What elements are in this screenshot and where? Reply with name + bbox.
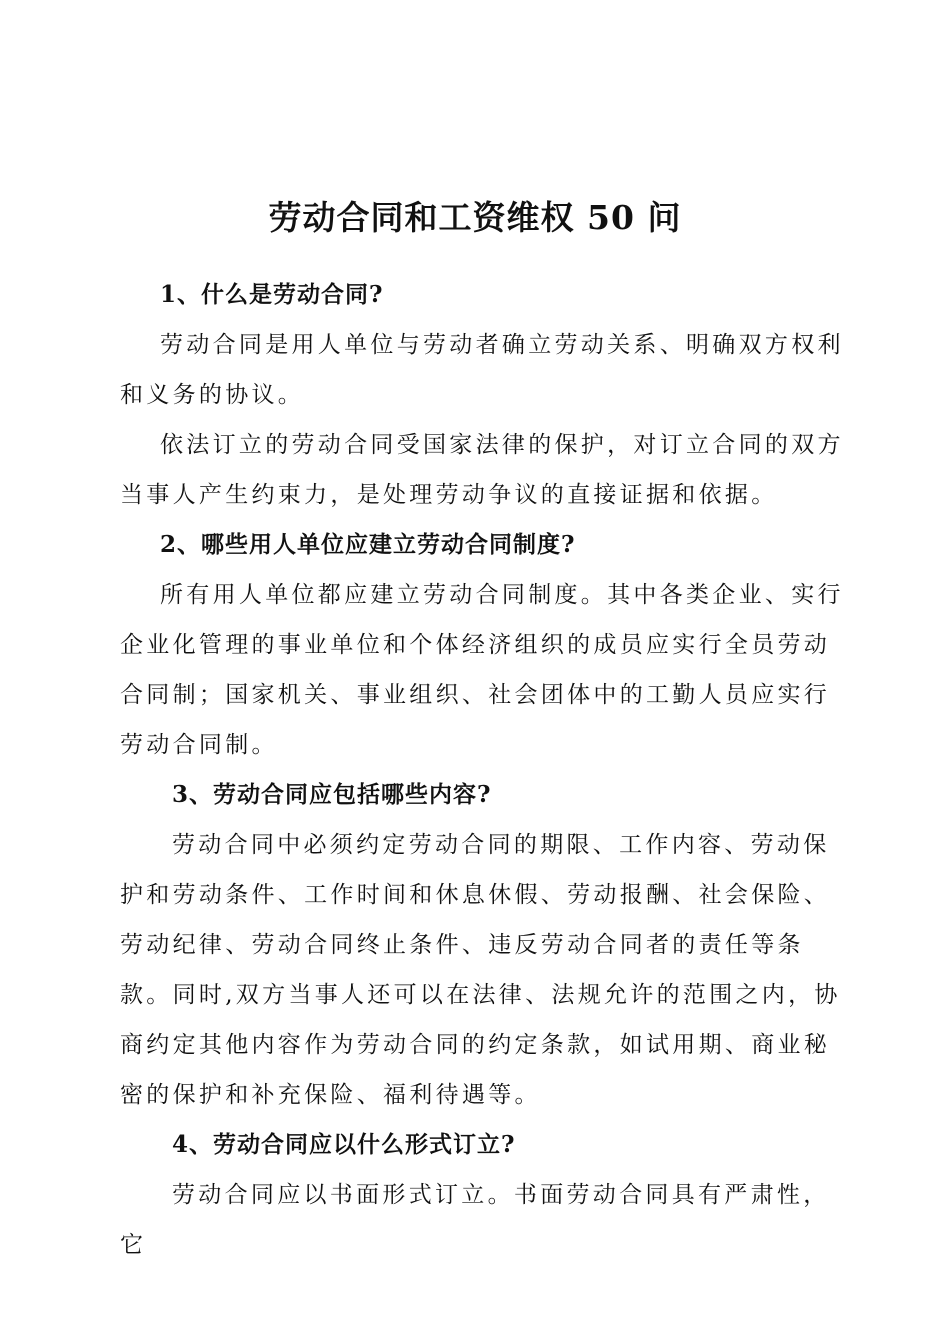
- question-3: 3、劳动合同应包括哪些内容?: [172, 781, 492, 808]
- answer-4: 劳动合同应以书面形式订立。书面劳动合同具有严肃性，它: [120, 1182, 830, 1258]
- document-body: [120, 270, 850, 1270]
- answer-1-paragraph-1: 劳动合同是用人单位与劳动者确立劳动关系、明确双方权利和义务的协议。: [120, 332, 844, 408]
- answer-1-paragraph-2: 依法订立的劳动合同受国家法律的保护，对订立合同的双方当事人产生约束力，是处理劳动争议的直接证据和依据。: [120, 432, 844, 508]
- question-4: 4、劳动合同应以什么形式订立?: [172, 1131, 516, 1158]
- answer-3: 劳动合同中必须约定劳动合同的期限、工作内容、劳动保护和劳动条件、工作时间和休息休假、劳动报酬、社会保险、劳动纪律、劳动合同终止条件、违反劳动合同者的责任等条款。同时,双方当事人还可以在法律、法规允许的范围之内，协商约定其他内容作为劳动合同的约定条款，如试用期、商业秘密的保护和补充保险、福利待遇等。: [120, 832, 841, 1108]
- question-1: 1、什么是劳动合同?: [160, 281, 384, 308]
- document-title: 劳动合同和工资维权 50 问: [268, 198, 682, 237]
- answer-2: 所有用人单位都应建立劳动合同制度。其中各类企业、实行企业化管理的事业单位和个体经济组织的成员应实行全员劳动合同制；国家机关、事业组织、社会团体中的工勤人员应实行劳动合同制。: [120, 582, 844, 758]
- question-2: 2、哪些用人单位应建立劳动合同制度?: [160, 531, 576, 558]
